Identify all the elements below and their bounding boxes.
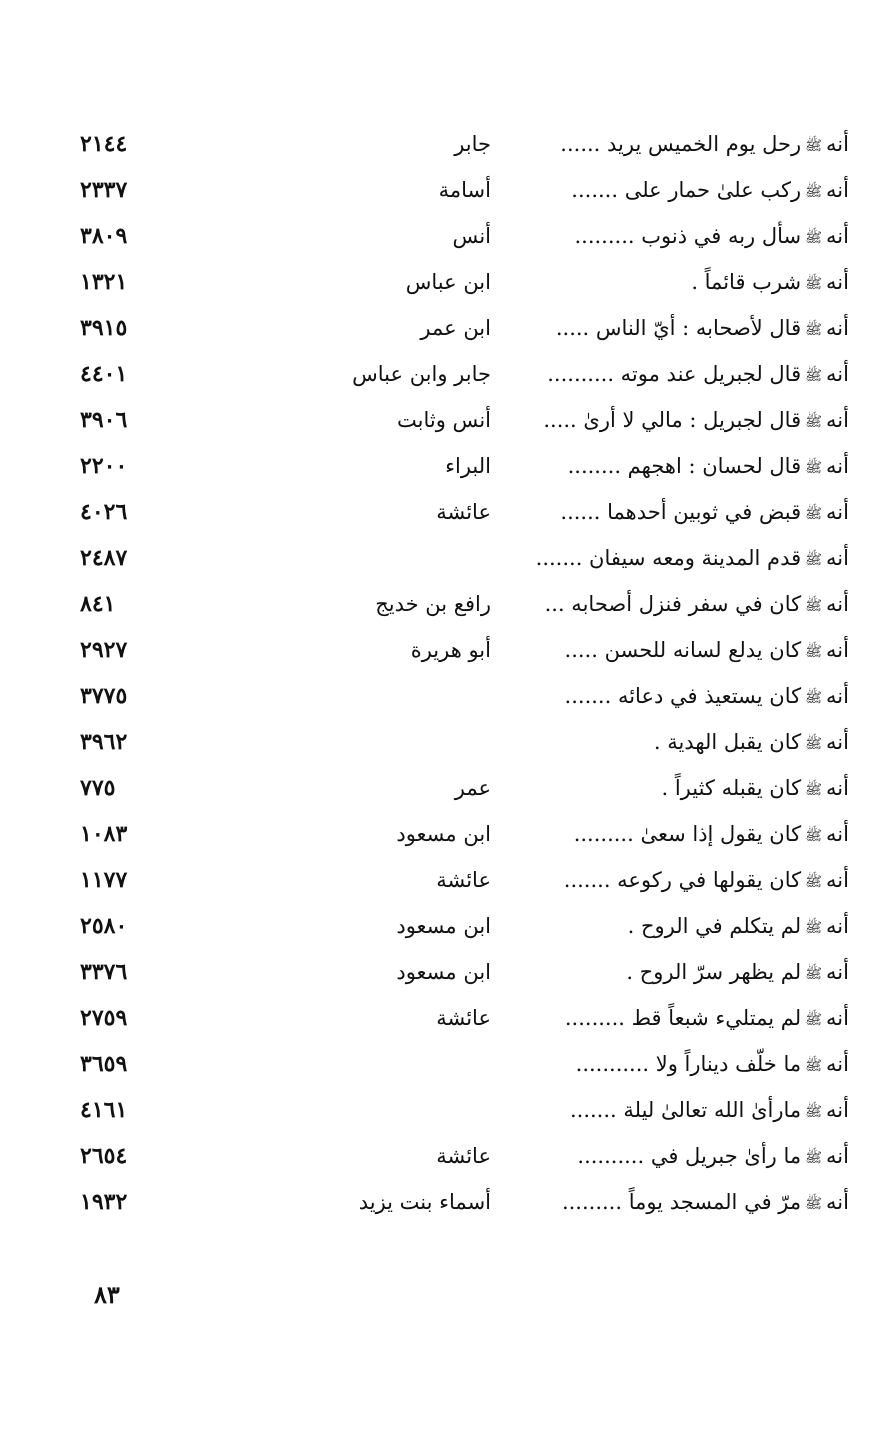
hadith-incipit <box>499 819 849 849</box>
hadith-number: ٧٧٥ <box>80 775 116 801</box>
hadith-number: ٤١٦١ <box>80 1097 128 1123</box>
salawat-symbol: ﷺ <box>805 643 823 660</box>
index-row <box>0 489 891 535</box>
hadith-text: لم يظهر سرّ الروح . <box>626 960 802 984</box>
hadith-number: ٢٥٨٠ <box>80 913 128 939</box>
salawat-symbol: ﷺ <box>805 413 823 430</box>
hadith-incipit <box>499 865 849 895</box>
hadith-lead-word: أنه <box>826 638 849 662</box>
narrator-name: أنس <box>452 224 491 248</box>
index-row <box>0 213 891 259</box>
hadith-incipit <box>499 1003 849 1033</box>
narrator-name: عائشة <box>436 1006 491 1030</box>
index-row <box>0 627 891 673</box>
salawat-symbol: ﷺ <box>805 183 823 200</box>
hadith-lead-word: أنه <box>826 132 849 156</box>
hadith-incipit <box>499 911 849 941</box>
hadith-lead-word: أنه <box>826 178 849 202</box>
salawat-symbol: ﷺ <box>805 137 823 154</box>
hadith-lead-word: أنه <box>826 1098 849 1122</box>
salawat-symbol: ﷺ <box>805 1195 823 1212</box>
hadith-lead-word: أنه <box>826 1006 849 1030</box>
hadith-number: ٣٦٥٩ <box>80 1051 128 1077</box>
hadith-text: ما رأىٰ جبريل في .......... <box>577 1144 802 1168</box>
index-row <box>0 259 891 305</box>
salawat-symbol: ﷺ <box>805 1057 823 1074</box>
index-row <box>0 949 891 995</box>
narrator-name: ابن مسعود <box>396 822 491 846</box>
hadith-lead-word: أنه <box>826 1190 849 1214</box>
hadith-number: ٢٧٥٩ <box>80 1005 128 1031</box>
hadith-number: ٢٤٨٧ <box>80 545 128 571</box>
hadith-number: ٢٣٣٧ <box>80 177 128 203</box>
hadith-number: ٣٨٠٩ <box>80 223 128 249</box>
hadith-incipit <box>499 129 849 159</box>
hadith-text: كان يقبل الهدية . <box>653 730 802 754</box>
hadith-number: ٣٩١٥ <box>80 315 128 341</box>
hadith-number: ٢١٤٤ <box>80 131 128 157</box>
narrator-name: البراء <box>445 454 491 478</box>
hadith-lead-word: أنه <box>826 914 849 938</box>
hadith-lead-word: أنه <box>826 592 849 616</box>
salawat-symbol: ﷺ <box>805 229 823 246</box>
hadith-incipit <box>499 405 849 435</box>
narrator-name: أبو هريرة <box>410 638 491 662</box>
hadith-number: ٤٤٠١ <box>80 361 128 387</box>
hadith-text: ما خلّف ديناراً ولا ........... <box>575 1052 802 1076</box>
salawat-symbol: ﷺ <box>805 367 823 384</box>
hadith-text: كان في سفر فنزل أصحابه ... <box>544 592 802 616</box>
hadith-number: ٣٩٦٢ <box>80 729 128 755</box>
hadith-incipit <box>499 267 849 297</box>
salawat-symbol: ﷺ <box>805 459 823 476</box>
salawat-symbol: ﷺ <box>805 735 823 752</box>
hadith-incipit <box>499 1049 849 1079</box>
hadith-incipit <box>499 727 849 757</box>
salawat-symbol: ﷺ <box>805 321 823 338</box>
hadith-number: ١٠٨٣ <box>80 821 128 847</box>
index-row <box>0 673 891 719</box>
hadith-text: ركب علىٰ حمار على ....... <box>571 178 802 202</box>
index-row <box>0 903 891 949</box>
index-row <box>0 1041 891 1087</box>
salawat-symbol: ﷺ <box>805 505 823 522</box>
hadith-text: قال لأصحابه : أيّ الناس ..... <box>555 316 802 340</box>
salawat-symbol: ﷺ <box>805 551 823 568</box>
salawat-symbol: ﷺ <box>805 1011 823 1028</box>
narrator-name: ابن عباس <box>405 270 491 294</box>
hadith-number: ٨٤١ <box>80 591 116 617</box>
hadith-lead-word: أنه <box>826 1052 849 1076</box>
hadith-incipit <box>499 451 849 481</box>
index-row <box>0 811 891 857</box>
hadith-text: كان يقولها في ركوعه ....... <box>563 868 802 892</box>
hadith-lead-word: أنه <box>826 408 849 432</box>
narrator-name: أسماء بنت يزيد <box>358 1190 491 1214</box>
narrator-name: ابن مسعود <box>396 960 491 984</box>
index-row <box>0 351 891 397</box>
index-row <box>0 1087 891 1133</box>
hadith-incipit <box>499 957 849 987</box>
hadith-text: مارأىٰ الله تعالىٰ ليلة ....... <box>569 1098 802 1122</box>
hadith-lead-word: أنه <box>826 362 849 386</box>
narrator-name: عمر <box>454 776 491 800</box>
narrator-name: ابن عمر <box>420 316 491 340</box>
hadith-text: قال لجبريل : مالي لا أرىٰ ..... <box>543 408 802 432</box>
hadith-index-table <box>0 121 891 1225</box>
hadith-lead-word: أنه <box>826 454 849 478</box>
hadith-text: لم يمتليء شبعاً قط ......... <box>564 1006 802 1030</box>
hadith-number: ٢٩٢٧ <box>80 637 128 663</box>
hadith-text: رحل يوم الخميس يريد ...... <box>560 132 802 156</box>
narrator-name: ابن مسعود <box>396 914 491 938</box>
hadith-text: سأل ربه في ذنوب ......... <box>574 224 802 248</box>
index-row <box>0 121 891 167</box>
hadith-number: ٢٦٥٤ <box>80 1143 128 1169</box>
hadith-text: شرب قائماً . <box>691 270 802 294</box>
narrator-name: عائشة <box>436 500 491 524</box>
salawat-symbol: ﷺ <box>805 689 823 706</box>
index-row <box>0 535 891 581</box>
narrator-name: عائشة <box>436 868 491 892</box>
hadith-number: ٣٣٧٦ <box>80 959 128 985</box>
hadith-text: قبض في ثوبين أحدهما ...... <box>560 500 802 524</box>
hadith-incipit <box>499 543 849 573</box>
hadith-incipit <box>499 1095 849 1125</box>
hadith-incipit <box>499 359 849 389</box>
index-row <box>0 719 891 765</box>
salawat-symbol: ﷺ <box>805 781 823 798</box>
hadith-lead-word: أنه <box>826 546 849 570</box>
hadith-incipit <box>499 681 849 711</box>
hadith-number: ٣٧٧٥ <box>80 683 128 709</box>
salawat-symbol: ﷺ <box>805 827 823 844</box>
page-number: ٨٣ <box>94 1280 120 1309</box>
index-row <box>0 305 891 351</box>
salawat-symbol: ﷺ <box>805 597 823 614</box>
hadith-lead-word: أنه <box>826 730 849 754</box>
narrator-name: رافع بن خديج <box>375 592 491 616</box>
salawat-symbol: ﷺ <box>805 275 823 292</box>
hadith-lead-word: أنه <box>826 960 849 984</box>
hadith-number: ١٩٣٢ <box>80 1189 128 1215</box>
hadith-lead-word: أنه <box>826 1144 849 1168</box>
narrator-name: أسامة <box>438 178 491 202</box>
hadith-incipit <box>499 1187 849 1217</box>
hadith-number: ٤٠٢٦ <box>80 499 128 525</box>
hadith-number: ٣٩٠٦ <box>80 407 128 433</box>
salawat-symbol: ﷺ <box>805 919 823 936</box>
hadith-incipit <box>499 175 849 205</box>
index-row <box>0 765 891 811</box>
narrator-name: جابر <box>454 132 491 156</box>
index-row <box>0 397 891 443</box>
hadith-incipit <box>499 497 849 527</box>
hadith-incipit <box>499 773 849 803</box>
salawat-symbol: ﷺ <box>805 1103 823 1120</box>
index-row <box>0 995 891 1041</box>
salawat-symbol: ﷺ <box>805 1149 823 1166</box>
hadith-lead-word: أنه <box>826 776 849 800</box>
index-row <box>0 1179 891 1225</box>
hadith-text: كان يستعيذ في دعائه ....... <box>564 684 802 708</box>
index-row <box>0 167 891 213</box>
hadith-text: كان يدلع لسانه للحسن ..... <box>564 638 802 662</box>
index-row <box>0 581 891 627</box>
hadith-incipit <box>499 221 849 251</box>
hadith-number: ١٣٢١ <box>80 269 128 295</box>
hadith-lead-word: أنه <box>826 270 849 294</box>
index-row <box>0 857 891 903</box>
narrator-name: عائشة <box>436 1144 491 1168</box>
hadith-incipit <box>499 1141 849 1171</box>
hadith-incipit <box>499 313 849 343</box>
hadith-lead-word: أنه <box>826 224 849 248</box>
hadith-number: ٢٢٠٠ <box>80 453 128 479</box>
narrator-name: جابر وابن عباس <box>352 362 491 386</box>
hadith-incipit <box>499 589 849 619</box>
hadith-text: قدم المدينة ومعه سيفان ....... <box>535 546 802 570</box>
hadith-text: كان يقبله كثيراً . <box>661 776 802 800</box>
salawat-symbol: ﷺ <box>805 965 823 982</box>
hadith-lead-word: أنه <box>826 684 849 708</box>
hadith-lead-word: أنه <box>826 500 849 524</box>
index-row <box>0 443 891 489</box>
narrator-name: أنس وثابت <box>397 408 491 432</box>
hadith-lead-word: أنه <box>826 868 849 892</box>
hadith-lead-word: أنه <box>826 822 849 846</box>
hadith-lead-word: أنه <box>826 316 849 340</box>
hadith-text: قال لحسان : اهجهم ........ <box>567 454 802 478</box>
hadith-number: ١١٧٧ <box>80 867 128 893</box>
hadith-text: مرّ في المسجد يوماً ......... <box>561 1190 802 1214</box>
hadith-incipit <box>499 635 849 665</box>
salawat-symbol: ﷺ <box>805 873 823 890</box>
hadith-text: قال لجبريل عند موته .......... <box>547 362 802 386</box>
index-row <box>0 1133 891 1179</box>
hadith-text: لم يتكلم في الروح . <box>627 914 802 938</box>
hadith-text: كان يقول إذا سعىٰ ......... <box>573 822 802 846</box>
